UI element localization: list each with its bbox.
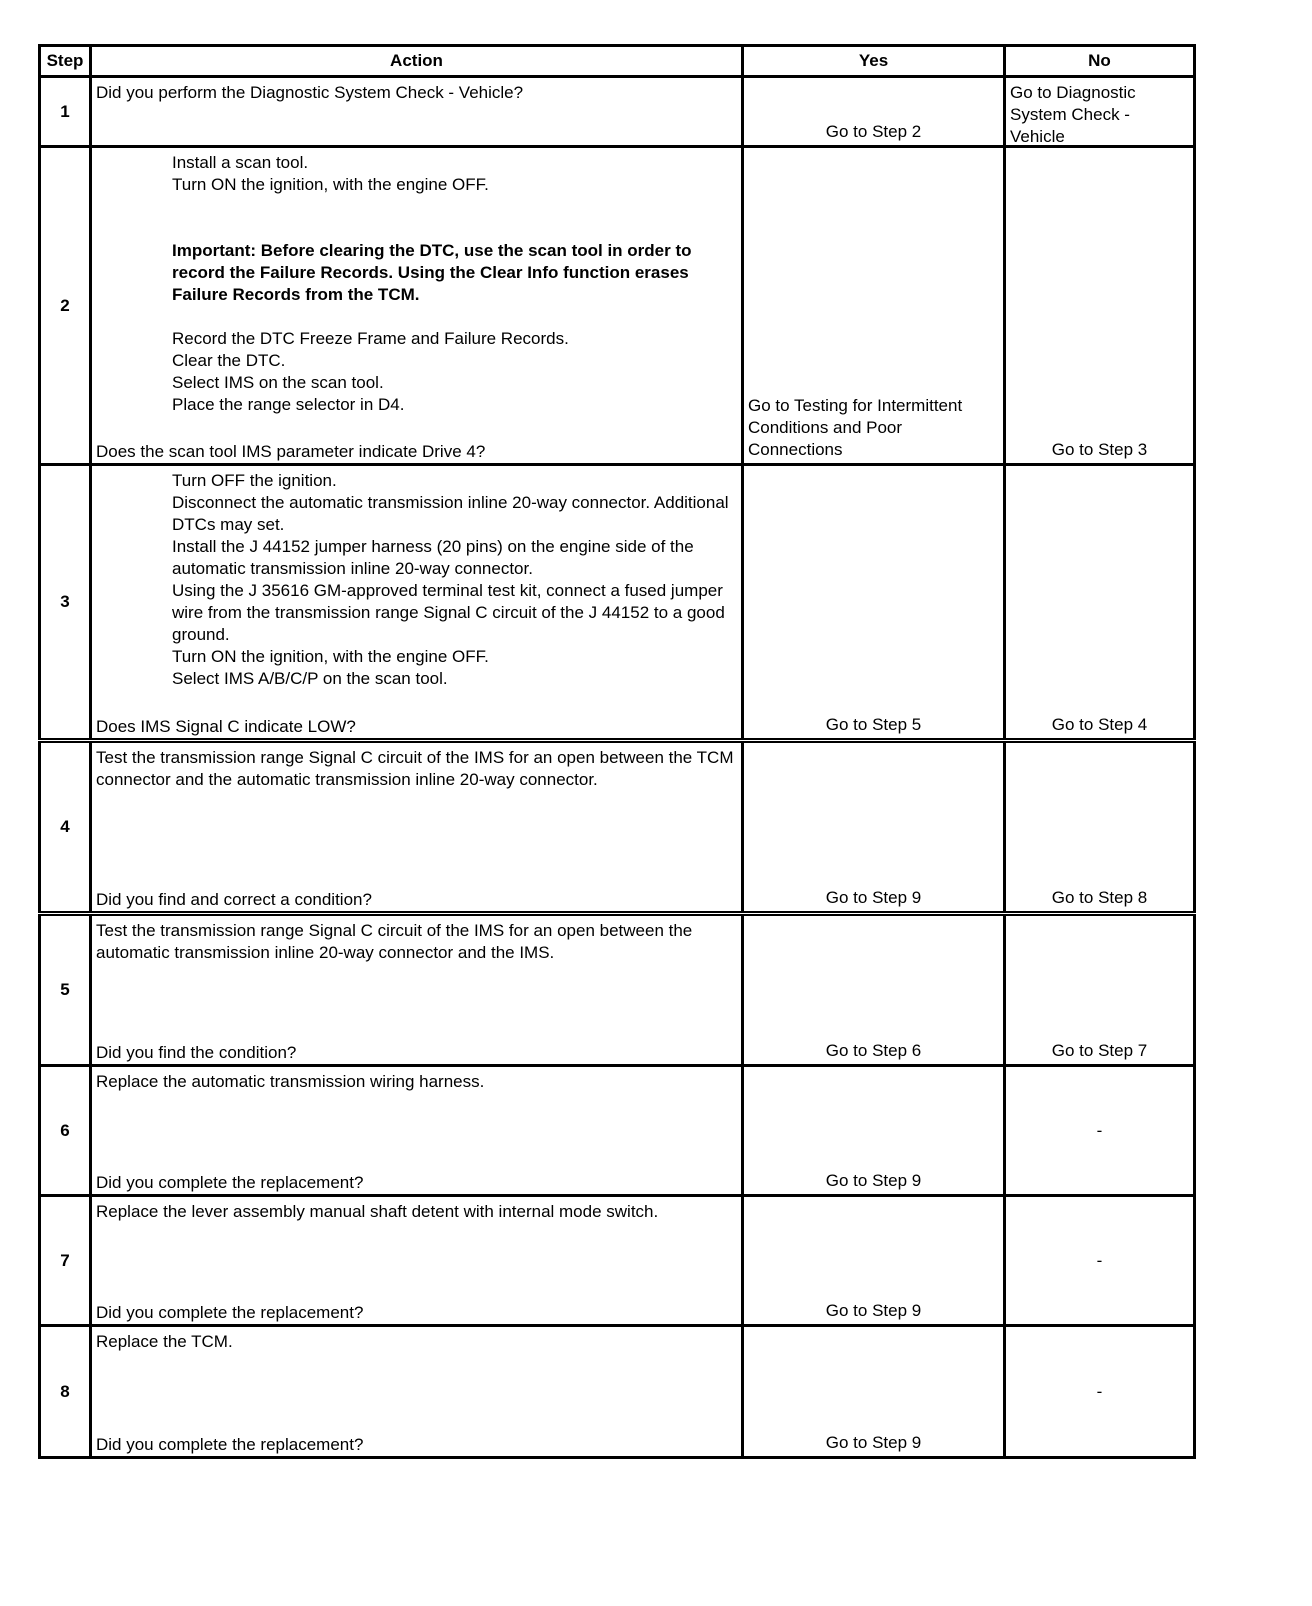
no-cell: [1005, 914, 1195, 1066]
table-row: [40, 1066, 1195, 1196]
no-cell: [1005, 147, 1195, 465]
table-row: [40, 1326, 1195, 1458]
table-row: [40, 1196, 1195, 1326]
step-number: 4: [40, 741, 91, 914]
action-question: Did you complete the replacement?: [96, 1173, 364, 1192]
action-question: Does IMS Signal C indicate LOW?: [96, 717, 356, 736]
yes-link[interactable]: Go to Step 2: [825, 122, 922, 141]
action-step: Replace the TCM.: [96, 1332, 233, 1351]
yes-cell: [743, 1196, 1005, 1326]
action-step: Replace the automatic transmission wiring harness.: [96, 1072, 485, 1091]
no-cell: [1005, 77, 1195, 147]
action-content: [92, 466, 741, 738]
step-number: 2: [40, 147, 91, 465]
no-value: -: [1096, 1381, 1103, 1401]
action-cell: [91, 914, 743, 1066]
spacer: [96, 196, 737, 218]
action-step: Test the transmission range Signal C circuit of the IMS for an open between the TCM connector and the automatic transmission inline 20-way connector.: [96, 748, 734, 789]
yes-link[interactable]: Go to Testing for Intermittent Conditions and Poor Connections: [748, 396, 963, 459]
step-number: 7: [40, 1196, 91, 1326]
step-number: 5: [40, 914, 91, 1066]
header-row: [40, 46, 1195, 77]
no-link[interactable]: Go to Step 7: [1051, 1041, 1148, 1060]
action-step: Turn ON the ignition, with the engine OFF.: [172, 175, 489, 194]
action-cell: [91, 1196, 743, 1326]
action-content: [92, 78, 741, 145]
yes-cell: [743, 1066, 1005, 1196]
yes-link[interactable]: Go to Step 9: [825, 1301, 922, 1320]
action-step: Test the transmission range Signal C circuit of the IMS for an open between the automatic transmission inline 20-way connector and the IMS.: [96, 921, 693, 962]
yes-cell: [743, 465, 1005, 741]
table-row: [40, 77, 1195, 147]
action-content: [92, 916, 741, 1064]
spacer: [96, 306, 737, 328]
spacer: [96, 218, 737, 240]
action-step: Install a scan tool.: [172, 153, 309, 172]
action-content: [92, 1327, 741, 1456]
no-cell: [1005, 1326, 1195, 1458]
action-question: Does the scan tool IMS parameter indicate Drive 4?: [96, 442, 486, 461]
action-question: Did you perform the Diagnostic System Check - Vehicle?: [96, 83, 524, 102]
yes-cell: [743, 914, 1005, 1066]
header-yes: Yes: [743, 46, 1005, 77]
no-cell: [1005, 1066, 1195, 1196]
action-question: Did you find and correct a condition?: [96, 890, 372, 909]
action-step: Install the J 44152 jumper harness (20 pins) on the engine side of the automatic transmission inline 20-way connector.: [172, 537, 694, 578]
no-value: -: [1096, 1120, 1103, 1140]
action-step: Disconnect the automatic transmission inline 20-way connector. Additional DTCs may set.: [172, 493, 729, 534]
action-cell: [91, 77, 743, 147]
action-cell: [91, 465, 743, 741]
no-cell: [1005, 1196, 1195, 1326]
table-row: [40, 147, 1195, 465]
action-cell: [91, 1326, 743, 1458]
action-step: Select IMS on the scan tool.: [172, 373, 384, 392]
action-step: Turn ON the ignition, with the engine OFF.: [172, 647, 489, 666]
action-step: Place the range selector in D4.: [172, 395, 405, 414]
step-number: 6: [40, 1066, 91, 1196]
diagnostic-table: [38, 44, 1196, 1459]
yes-cell: [743, 1326, 1005, 1458]
table-row: [40, 741, 1195, 914]
no-cell: [1005, 465, 1195, 741]
yes-link[interactable]: Go to Step 5: [825, 715, 922, 734]
action-cell: [91, 741, 743, 914]
no-link[interactable]: Go to Step 4: [1051, 715, 1148, 734]
table-row: [40, 914, 1195, 1066]
no-link[interactable]: Go to Diagnostic System Check - Vehicle: [1010, 83, 1136, 146]
action-step: Select IMS A/B/C/P on the scan tool.: [172, 669, 448, 688]
yes-link[interactable]: Go to Step 9: [825, 1171, 922, 1190]
no-value: -: [1096, 1250, 1103, 1270]
action-cell: [91, 147, 743, 465]
action-step: Using the J 35616 GM-approved terminal test kit, connect a fused jumper wire from the transmission range Signal C circuit of the J 44152 to a good ground.: [172, 581, 725, 644]
step-number: 3: [40, 465, 91, 741]
yes-cell: [743, 77, 1005, 147]
yes-link[interactable]: Go to Step 9: [825, 1433, 922, 1452]
yes-cell: [743, 147, 1005, 465]
action-content: [92, 1197, 741, 1324]
action-question: Did you complete the replacement?: [96, 1303, 364, 1322]
step-number: 8: [40, 1326, 91, 1458]
header-action: Action: [91, 46, 743, 77]
action-content: [92, 743, 741, 911]
action-question: Did you complete the replacement?: [96, 1435, 364, 1454]
action-content: [92, 148, 741, 463]
header-no: No: [1005, 46, 1195, 77]
action-step: Turn OFF the ignition.: [172, 471, 337, 490]
action-content: [92, 1067, 741, 1194]
table-row: [40, 465, 1195, 741]
important-note: Important: Before clearing the DTC, use the scan tool in order to record the Failure Records. Using the Clear Info function erases Failure Records from the TCM.: [172, 241, 692, 304]
yes-link[interactable]: Go to Step 9: [825, 888, 922, 907]
yes-link[interactable]: Go to Step 6: [825, 1041, 922, 1060]
step-number: 1: [40, 77, 91, 147]
action-question: Did you find the condition?: [96, 1043, 297, 1062]
no-cell: [1005, 741, 1195, 914]
action-step: Replace the lever assembly manual shaft detent with internal mode switch.: [96, 1202, 659, 1221]
action-step: Clear the DTC.: [172, 351, 286, 370]
no-link[interactable]: Go to Step 8: [1051, 888, 1148, 907]
header-step: Step: [40, 46, 91, 77]
action-step: Record the DTC Freeze Frame and Failure Records.: [172, 329, 569, 348]
yes-cell: [743, 741, 1005, 914]
no-link[interactable]: Go to Step 3: [1051, 440, 1148, 459]
action-cell: [91, 1066, 743, 1196]
